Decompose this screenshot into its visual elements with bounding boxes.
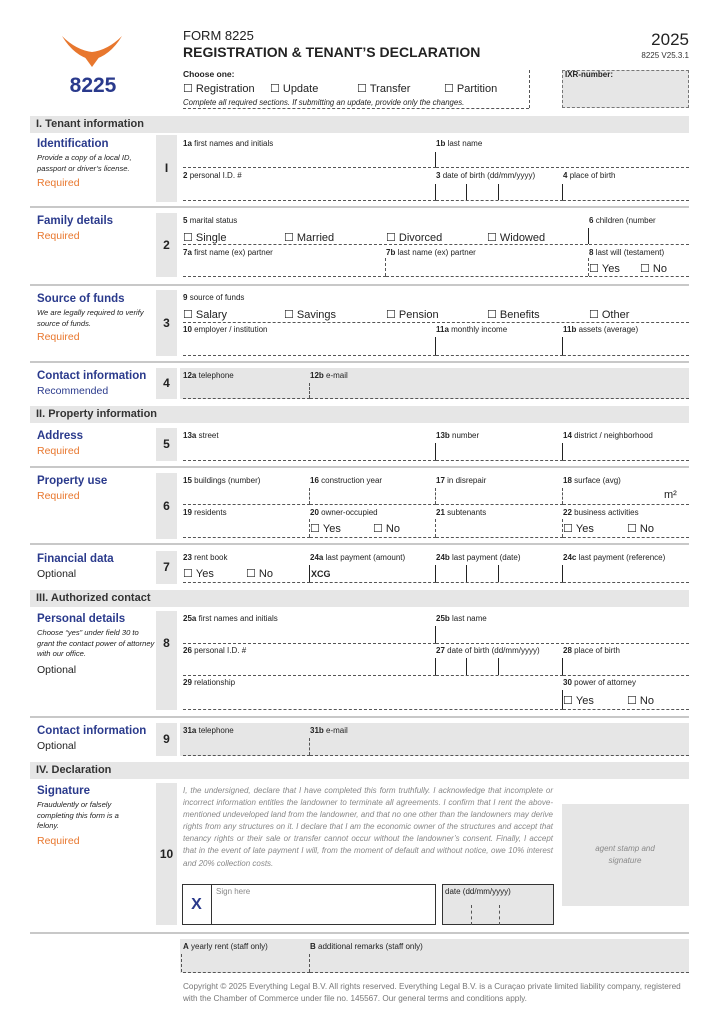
option-label: Yes: [195, 568, 214, 580]
date-divider: [435, 565, 436, 582]
funds-status: Required: [37, 331, 80, 343]
field-24b-label: 24b last payment (date): [436, 553, 521, 562]
option-label: Yes: [575, 695, 594, 707]
field-28-input[interactable]: [563, 675, 689, 676]
field-divider: [435, 337, 436, 355]
option-single[interactable]: [183, 231, 226, 244]
field-19-label: 19 residents: [183, 508, 227, 517]
checkbox-icon: ☐: [627, 523, 637, 535]
checkbox-icon: ☐: [246, 568, 256, 580]
contact-fields-bg: [180, 723, 689, 756]
option-other[interactable]: [589, 308, 629, 321]
field-17-label: 17 in disrepair: [436, 476, 487, 485]
field-a-input[interactable]: [183, 972, 310, 973]
option-label: No: [385, 523, 400, 535]
field-12a-input[interactable]: [183, 398, 310, 399]
checkbox-icon: ☐: [627, 695, 637, 707]
field-15-input[interactable]: [183, 504, 310, 505]
section-number: 10: [156, 783, 177, 925]
field-30-label: 30 power of attorney: [563, 678, 636, 687]
field-4-input[interactable]: [563, 200, 689, 201]
field-8-input[interactable]: [589, 276, 689, 277]
signature-x-icon: X: [182, 884, 212, 925]
identification-status: Required: [37, 177, 80, 189]
contact-status: Optional: [37, 740, 77, 752]
field-4-label: 4 place of birth: [563, 171, 616, 180]
contact-status: Recommended: [37, 385, 109, 397]
checkbox-icon: ☐: [183, 568, 193, 580]
section-separator: [30, 466, 689, 468]
checkbox-icon: ☐: [183, 309, 193, 321]
option-partition[interactable]: [444, 82, 497, 95]
option-label: Widowed: [499, 232, 546, 244]
section-separator: [30, 284, 689, 286]
field-28-label: 28 place of birth: [563, 646, 620, 655]
currency-label: XCG: [311, 569, 331, 579]
field-13a-label: 13a street: [183, 431, 219, 440]
date-divider: [466, 184, 467, 200]
agent-stamp-label: agent stamp and signature: [595, 844, 655, 865]
field-5-label: 5 marital status: [183, 216, 238, 225]
checkbox-icon: ☐: [563, 523, 573, 535]
field-30-input[interactable]: [563, 709, 689, 710]
identification-title: Identification: [37, 138, 109, 150]
field-24c-input[interactable]: [563, 582, 689, 583]
field-12b-input[interactable]: [310, 398, 689, 399]
section-number: 4: [156, 368, 177, 399]
field-26-input[interactable]: [183, 675, 436, 676]
checkbox-icon: ☐: [487, 309, 497, 321]
field-divider: [435, 443, 436, 460]
field-divider: [309, 488, 310, 504]
option-yes[interactable]: [183, 567, 214, 580]
field-31b-input[interactable]: [310, 755, 689, 756]
field-7b-input[interactable]: [386, 276, 588, 277]
option-pension[interactable]: [386, 308, 439, 321]
field-31b-label: 31b e-mail: [310, 726, 348, 735]
option-married[interactable]: [284, 231, 334, 244]
field-11a-input[interactable]: [436, 355, 563, 356]
form-subtitle: REGISTRATION & TENANT’S DECLARATION: [183, 44, 481, 60]
field-10-label: 10 employer / institution: [183, 325, 268, 334]
section-number: 2: [156, 213, 177, 277]
field-divider: [562, 519, 563, 537]
logo-chevron-icon: [60, 34, 124, 68]
option-registration[interactable]: [183, 82, 255, 95]
field-31a-input[interactable]: [183, 755, 310, 756]
field-26-label: 26 personal I.D. #: [183, 646, 247, 655]
checkbox-icon: ☐: [373, 523, 383, 535]
date-divider: [471, 905, 472, 925]
field-11a-label: 11a monthly income: [436, 325, 508, 334]
choose-label: Choose one:: [183, 69, 235, 79]
field-11b-label: 11b assets (average): [563, 325, 639, 334]
field-16-label: 16 construction year: [310, 476, 383, 485]
field-24c-label: 24c last payment (reference): [563, 553, 666, 562]
personal-status: Optional: [37, 664, 77, 676]
option-label: Transfer: [369, 83, 411, 95]
field-25b-input[interactable]: [436, 643, 689, 644]
checkbox-icon: ☐: [284, 232, 294, 244]
section-separator: [30, 206, 689, 208]
field-divider: [309, 738, 310, 755]
signature-note: Fraudulently or falsely completing this form is a felony.: [37, 800, 119, 830]
field-divider: [562, 443, 563, 460]
personal-note: Choose “yes” under field 30 to grant the contact power of attorney with our office.: [37, 628, 155, 658]
option-label: Salary: [195, 309, 228, 321]
section-property-information: II. Property information: [30, 406, 689, 423]
field-1b-input[interactable]: [436, 167, 689, 168]
field-2-input[interactable]: [183, 200, 436, 201]
option-label: Yes: [601, 263, 620, 275]
section-number: 6: [156, 473, 177, 539]
financial-status: Optional: [37, 568, 77, 580]
address-status: Required: [37, 445, 80, 457]
option-label: Update: [282, 83, 319, 95]
field-22-label: 22 business activities: [563, 508, 639, 517]
date-divider: [435, 184, 436, 200]
checkbox-icon: ☐: [357, 83, 367, 95]
checkbox-icon: ☐: [284, 309, 294, 321]
field-3-label: 3 date of birth (dd/mm/yyyy): [436, 171, 536, 180]
field-7a-label: 7a first name (ex) partner: [183, 248, 273, 257]
field-20-label: 20 owner-occupied: [310, 508, 378, 517]
logo-number: 8225: [69, 74, 117, 97]
field-1b-label: 1b last name: [436, 139, 483, 148]
field-18-label: 18 surface (avg): [563, 476, 621, 485]
option-yes[interactable]: [563, 522, 594, 535]
field-9-label: 9 source of funds: [183, 293, 245, 302]
option-no[interactable]: [640, 262, 667, 275]
section-number: 5: [156, 428, 177, 461]
section-number: I: [156, 135, 177, 202]
field-11b-input[interactable]: [563, 355, 689, 356]
section-number: 8: [156, 611, 177, 710]
field-25b-label: 25b last name: [436, 614, 487, 623]
property-use-title: Property use: [37, 475, 108, 487]
form-version: 8225 V25.3.1: [641, 51, 689, 60]
field-divider: [309, 519, 310, 537]
field-19-input[interactable]: [183, 537, 310, 538]
choose-note: Complete all required sections. If submitting an update, provide only the changes.: [183, 98, 465, 107]
sign-here-label: Sign here: [216, 887, 251, 896]
field-divider: [309, 383, 310, 398]
field-1a-input[interactable]: [183, 167, 436, 168]
field-17-input[interactable]: [436, 504, 563, 505]
field-31a-label: 31a telephone: [183, 726, 234, 735]
field-divider: [562, 488, 563, 504]
field-divider: [435, 152, 436, 167]
signature-title: Signature: [37, 785, 91, 797]
field-b-label: B additional remarks (staff only): [310, 942, 423, 951]
option-no[interactable]: [627, 522, 654, 535]
financial-title: Financial data: [37, 553, 114, 565]
field-5-input[interactable]: [183, 244, 588, 245]
date-divider: [498, 184, 499, 200]
option-yes[interactable]: [310, 522, 341, 535]
form-title: FORM 8225: [183, 28, 254, 43]
field-16-input[interactable]: [310, 504, 436, 505]
field-divider: [309, 954, 310, 972]
checkbox-icon: ☐: [563, 695, 573, 707]
option-label: Partition: [456, 83, 498, 95]
field-divider: [588, 258, 589, 276]
section-separator: [30, 361, 689, 363]
field-divider: [562, 337, 563, 355]
option-benefits[interactable]: [487, 308, 540, 321]
option-no[interactable]: [373, 522, 400, 535]
option-label: Divorced: [398, 232, 443, 244]
checkbox-icon: ☐: [183, 83, 193, 95]
option-transfer[interactable]: [357, 82, 410, 95]
choose-underline: [183, 108, 529, 109]
field-13a-input[interactable]: [183, 460, 436, 461]
checkbox-icon: ☐: [640, 263, 650, 275]
option-salary[interactable]: [183, 308, 227, 321]
date-divider: [562, 658, 563, 675]
signature-date-label: date (dd/mm/yyyy): [445, 887, 511, 896]
field-12a-label: 12a telephone: [183, 371, 234, 380]
section-separator: [30, 932, 689, 934]
signature-status: Required: [37, 835, 80, 847]
field-divider: [385, 258, 386, 276]
field-7b-label: 7b last name (ex) partner: [386, 248, 476, 257]
option-yes[interactable]: [589, 262, 620, 275]
checkbox-icon: ☐: [487, 232, 497, 244]
field-divider: [181, 954, 182, 972]
field-divider: [309, 565, 310, 582]
family-status: Required: [37, 230, 80, 242]
option-label: No: [652, 263, 667, 275]
field-divider: [435, 626, 436, 643]
date-divider: [499, 905, 500, 925]
field-divider: [435, 488, 436, 504]
field-27-input[interactable]: [436, 675, 563, 676]
surface-unit: m²: [664, 489, 677, 501]
section-authorized-contact: III. Authorized contact: [30, 590, 689, 607]
field-21-input[interactable]: [436, 537, 563, 538]
section-separator: [30, 716, 689, 718]
field-7a-input[interactable]: [183, 276, 386, 277]
option-label: No: [258, 568, 273, 580]
field-6-input[interactable]: [589, 244, 689, 245]
option-label: No: [639, 523, 654, 535]
field-a-label: A yearly rent (staff only): [183, 942, 268, 951]
option-label: Single: [195, 232, 227, 244]
option-label: Benefits: [499, 309, 540, 321]
field-29-input[interactable]: [183, 709, 563, 710]
field-25a-label: 25a first names and initials: [183, 614, 278, 623]
field-2-label: 2 personal I.D. #: [183, 171, 242, 180]
date-divider: [466, 658, 467, 675]
option-label: Other: [601, 309, 630, 321]
field-9-input[interactable]: [183, 322, 689, 323]
field-24a-input[interactable]: [310, 582, 436, 583]
option-no[interactable]: [246, 567, 273, 580]
checkbox-icon: ☐: [270, 83, 280, 95]
date-divider: [562, 184, 563, 200]
field-1a-label: 1a first names and initials: [183, 139, 274, 148]
property-use-status: Required: [37, 490, 80, 502]
field-14-label: 14 district / neighborhood: [563, 431, 653, 440]
checkbox-icon: ☐: [183, 232, 193, 244]
section-number: 3: [156, 290, 177, 356]
option-label: Savings: [296, 309, 337, 321]
option-label: No: [639, 695, 654, 707]
field-18-input[interactable]: [563, 504, 689, 505]
option-savings[interactable]: [284, 308, 336, 321]
field-divider: [435, 519, 436, 537]
declaration-text: I, the undersigned, declare that I have completed this form truthfully. I acknowledge that incomplete or incorrect information entitles the landowner to terminate all agreements. I confirm that I rent the above-mentioned undeveloped land from the landowner, and that no one other than the landowners may derive rights from any structures on it. I declare that I am the economic owner of the structures and accept that tenancy rights or their sale or transfer cannot occur without the landowner’s consent. Finally, I accept that in the event of late payment I will, from the moment of default and without notice, owe 10% interest and 20% collection costs.: [183, 786, 553, 868]
checkbox-icon: ☐: [589, 263, 599, 275]
field-10-input[interactable]: [183, 355, 436, 356]
section-number: 7: [156, 551, 177, 584]
section-separator: [30, 543, 689, 545]
option-label: Registration: [195, 83, 255, 95]
identification-note: Provide a copy of a local ID, passport or driver’s license.: [37, 153, 132, 173]
contact-title: Contact information: [37, 725, 147, 737]
field-23-input[interactable]: [183, 582, 310, 583]
date-divider: [498, 658, 499, 675]
field-divider: [588, 228, 589, 244]
section-tenant-information: I. Tenant information: [30, 116, 689, 133]
field-12b-label: 12b e-mail: [310, 371, 348, 380]
field-29-label: 29 relationship: [183, 678, 236, 687]
field-23-label: 23 rent book: [183, 553, 228, 562]
checkbox-icon: ☐: [386, 309, 396, 321]
field-14-input[interactable]: [563, 460, 689, 461]
logo: [60, 34, 124, 68]
field-3-input[interactable]: [436, 200, 563, 201]
funds-note: We are legally required to verify source of funds.: [37, 308, 144, 328]
field-8-label: 8 last will (testament): [589, 248, 665, 257]
field-13b-input[interactable]: [436, 460, 563, 461]
field-b-input[interactable]: [310, 972, 689, 973]
ixr-label: IXR-number:: [565, 70, 613, 79]
option-divorced[interactable]: [386, 231, 442, 244]
field-15-label: 15 buildings (number): [183, 476, 261, 485]
checkbox-icon: ☐: [444, 83, 454, 95]
field-divider: [562, 690, 563, 709]
form-year: 2025: [651, 30, 689, 49]
field-27-label: 27 date of birth (dd/mm/yyyy): [436, 646, 540, 655]
field-21-label: 21 subtenants: [436, 508, 487, 517]
date-divider: [466, 565, 467, 582]
choose-divider: [529, 70, 530, 108]
checkbox-icon: ☐: [386, 232, 396, 244]
date-divider: [498, 565, 499, 582]
checkbox-icon: ☐: [310, 523, 320, 535]
field-20-input[interactable]: [310, 537, 436, 538]
family-title: Family details: [37, 215, 114, 227]
option-label: Pension: [398, 309, 439, 321]
field-24b-input[interactable]: [436, 582, 563, 583]
date-divider: [435, 658, 436, 675]
field-6-label: 6 children (number: [589, 216, 656, 225]
option-no[interactable]: [627, 694, 654, 707]
address-title: Address: [37, 430, 84, 442]
checkbox-icon: ☐: [589, 309, 599, 321]
field-22-input[interactable]: [563, 537, 689, 538]
field-25a-input[interactable]: [183, 643, 436, 644]
option-label: Married: [296, 232, 335, 244]
field-24a-label: 24a last payment (amount): [310, 553, 406, 562]
footer-copyright: Copyright © 2025 Everything Legal B.V. All rights reserved. Everything Legal B.V. is a Curaçao private limited liability company, registered with the Chamber of Commerce under file no. 145567. Our general terms and conditions apply.: [183, 982, 681, 1003]
field-13b-label: 13b number: [436, 431, 480, 440]
funds-title: Source of funds: [37, 293, 125, 305]
option-label: Yes: [575, 523, 594, 535]
section-number: 9: [156, 723, 177, 756]
option-yes[interactable]: [563, 694, 594, 707]
personal-title: Personal details: [37, 613, 126, 625]
option-update[interactable]: [270, 82, 318, 95]
contact-fields-bg: [180, 368, 689, 399]
date-divider: [562, 565, 563, 582]
option-label: Yes: [322, 523, 341, 535]
option-widowed[interactable]: [487, 231, 545, 244]
section-declaration: IV. Declaration: [30, 762, 689, 779]
contact-title: Contact information: [37, 370, 147, 382]
